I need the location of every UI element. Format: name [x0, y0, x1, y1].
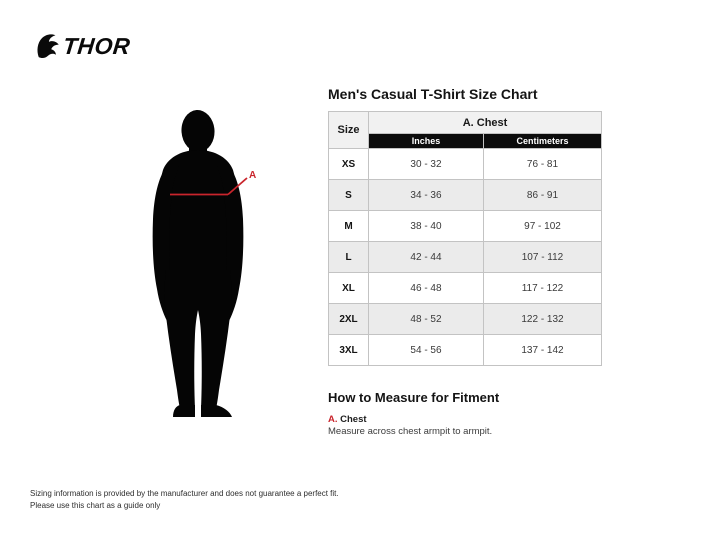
disclaimer-line-2: Please use this chart as a guide only	[30, 500, 161, 510]
body-silhouette-image	[145, 108, 261, 424]
disclaimer-line-1: Sizing information is provided by the manufacturer and does not guarantee a perfect fit.	[30, 489, 339, 498]
inches-cell: 46 - 48	[369, 273, 484, 304]
measure-letter: A.	[328, 414, 338, 425]
inches-cell: 42 - 44	[369, 242, 484, 273]
sizing-disclaimer	[30, 488, 339, 511]
brand-logo	[35, 32, 130, 60]
centimeters-cell: 76 - 81	[484, 149, 602, 180]
size-cell: S	[329, 180, 369, 211]
centimeters-column-header: Centimeters	[484, 134, 602, 149]
measure-description: Measure across chest armpit to armpit.	[328, 426, 493, 437]
table-row	[329, 149, 602, 180]
centimeters-cell: 117 - 122	[484, 273, 602, 304]
centimeters-cell: 97 - 102	[484, 211, 602, 242]
inches-cell: 34 - 36	[369, 180, 484, 211]
table-row	[329, 304, 602, 335]
chest-marker-label: A	[249, 170, 257, 181]
inches-cell: 54 - 56	[369, 335, 484, 366]
size-cell: M	[329, 211, 369, 242]
brand-logo-text: THOR	[61, 32, 132, 59]
table-row	[329, 180, 602, 211]
table-row	[329, 242, 602, 273]
measure-name: Chest	[340, 414, 367, 425]
inches-column-header: Inches	[369, 134, 484, 149]
size-cell: L	[329, 242, 369, 273]
thor-helmet-icon	[35, 32, 61, 60]
size-cell: XS	[329, 149, 369, 180]
centimeters-cell: 137 - 142	[484, 335, 602, 366]
size-cell: XL	[329, 273, 369, 304]
chest-measurement-header: A. Chest	[369, 112, 602, 134]
table-header-row	[329, 112, 602, 134]
centimeters-cell: 107 - 112	[484, 242, 602, 273]
inches-cell: 38 - 40	[369, 211, 484, 242]
size-chart-table	[328, 111, 602, 366]
inches-cell: 30 - 32	[369, 149, 484, 180]
centimeters-cell: 122 - 132	[484, 304, 602, 335]
table-row	[329, 211, 602, 242]
table-row	[329, 335, 602, 366]
size-column-header: Size	[329, 112, 369, 149]
size-cell: 2XL	[329, 304, 369, 335]
how-to-measure-title: How to Measure for Fitment	[328, 390, 500, 405]
centimeters-cell: 86 - 91	[484, 180, 602, 211]
size-cell: 3XL	[329, 335, 369, 366]
measure-item-chest	[328, 414, 367, 425]
measurement-figure	[145, 108, 261, 424]
size-chart-title: Men's Casual T-Shirt Size Chart	[328, 86, 538, 102]
table-row	[329, 273, 602, 304]
inches-cell: 48 - 52	[369, 304, 484, 335]
table-unit-header-row	[329, 134, 602, 149]
